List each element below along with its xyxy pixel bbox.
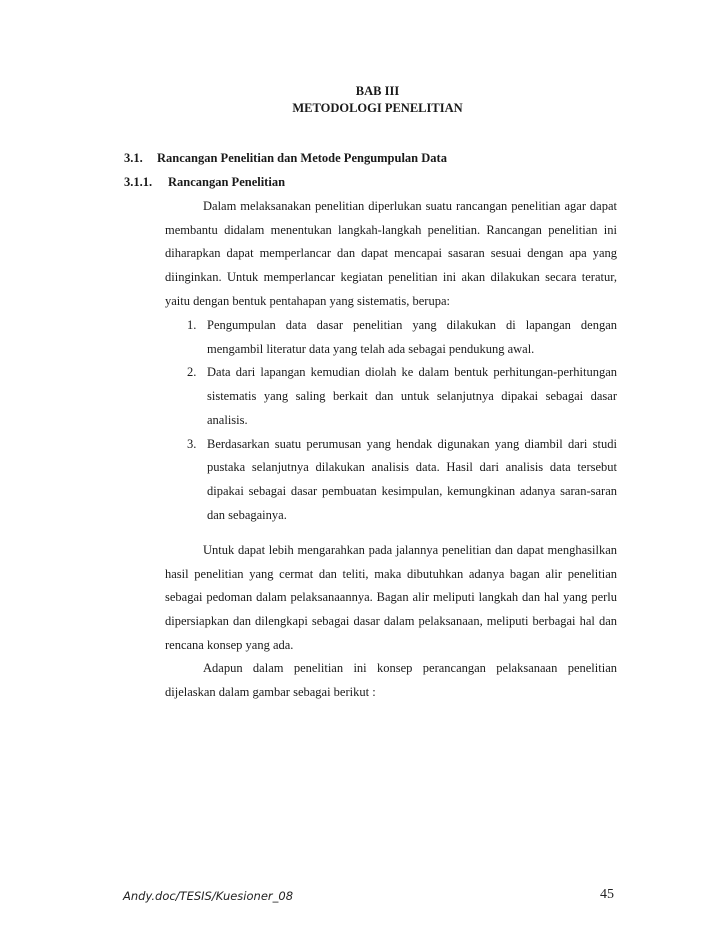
section-title: Rancangan Penelitian dan Metode Pengumpulan Data: [157, 151, 447, 165]
closing-paragraph: Adapun dalam penelitian ini konsep perancangan pelaksanaan penelitian dijelaskan dalam gambar sebagai berikut :: [165, 661, 617, 699]
list-marker: 1.: [187, 318, 197, 332]
list-item-text: Pengumpulan data dasar penelitian yang dilakukan di lapangan dengan mengambil literatur data yang telah ada sebagai pendukung awal.: [207, 318, 617, 356]
footer-file-path: Andy.doc/TESIS/Kuesioner_08: [123, 889, 294, 903]
list-item-text: Data dari lapangan kemudian diolah ke dalam bentuk perhitungan-perhitungan sistematis yang saling berkait dan untuk selanjutnya dipakai sebagai dasar analisis.: [207, 365, 617, 427]
chapter-title: METODOLOGI PENELITIAN: [292, 101, 463, 115]
section-number: 3.1.: [124, 151, 143, 165]
list-item: [187, 361, 617, 432]
steps-list: [187, 314, 617, 527]
list-item: [187, 433, 617, 528]
list-item: [187, 314, 617, 361]
subsection-title: Rancangan Penelitian: [168, 175, 286, 189]
list-marker: 3.: [187, 436, 197, 451]
list-item-text: Berdasarkan suatu perumusan yang hendak digunakan yang diambil dari studi pustaka selanjutnya dilakukan analisis data. Hasil dari analisis data tersebut dipakai sebagai dasar pembuatan kesimpulan, kemungkinan adanya saran-saran dan sebagainya.: [207, 436, 617, 522]
flowchart-paragraph: Untuk dapat lebih mengarahkan pada jalannya penelitian dan dapat menghasilkan hasil penelitian yang cermat dan teliti, maka dibutuhkan adanya bagan alir penelitian sebagai pedoman dalam pelaksanaannya. Bagan alir meliputi langkah dan hal yang perlu dipersiapkan dan dilengkapi sebagai dasar dalam pelaksanaan, meliputi berbagai hal dan rencana konsep yang ada.: [165, 543, 617, 652]
subsection-number: 3.1.1.: [124, 175, 153, 189]
intro-paragraph: Dalam melaksanakan penelitian diperlukan suatu rancangan penelitian agar dapat membantu didalam menentukan langkah-langkah penelitian. Rancangan penelitian ini diharapkan dapat memperlancar dan dapat mencapai sasaran sesuai dengan apa yang diinginkan. Untuk memperlancar kegiatan penelitian ini akan dilakukan secara teratur, yaitu dengan bentuk pentahapan yang sistematis, berupa:: [165, 199, 617, 308]
section-heading: [124, 151, 447, 166]
chapter-label: BAB III: [355, 84, 400, 98]
page-number: 45: [600, 887, 614, 902]
subsection-heading: [124, 175, 285, 190]
list-marker: 2.: [187, 365, 197, 380]
